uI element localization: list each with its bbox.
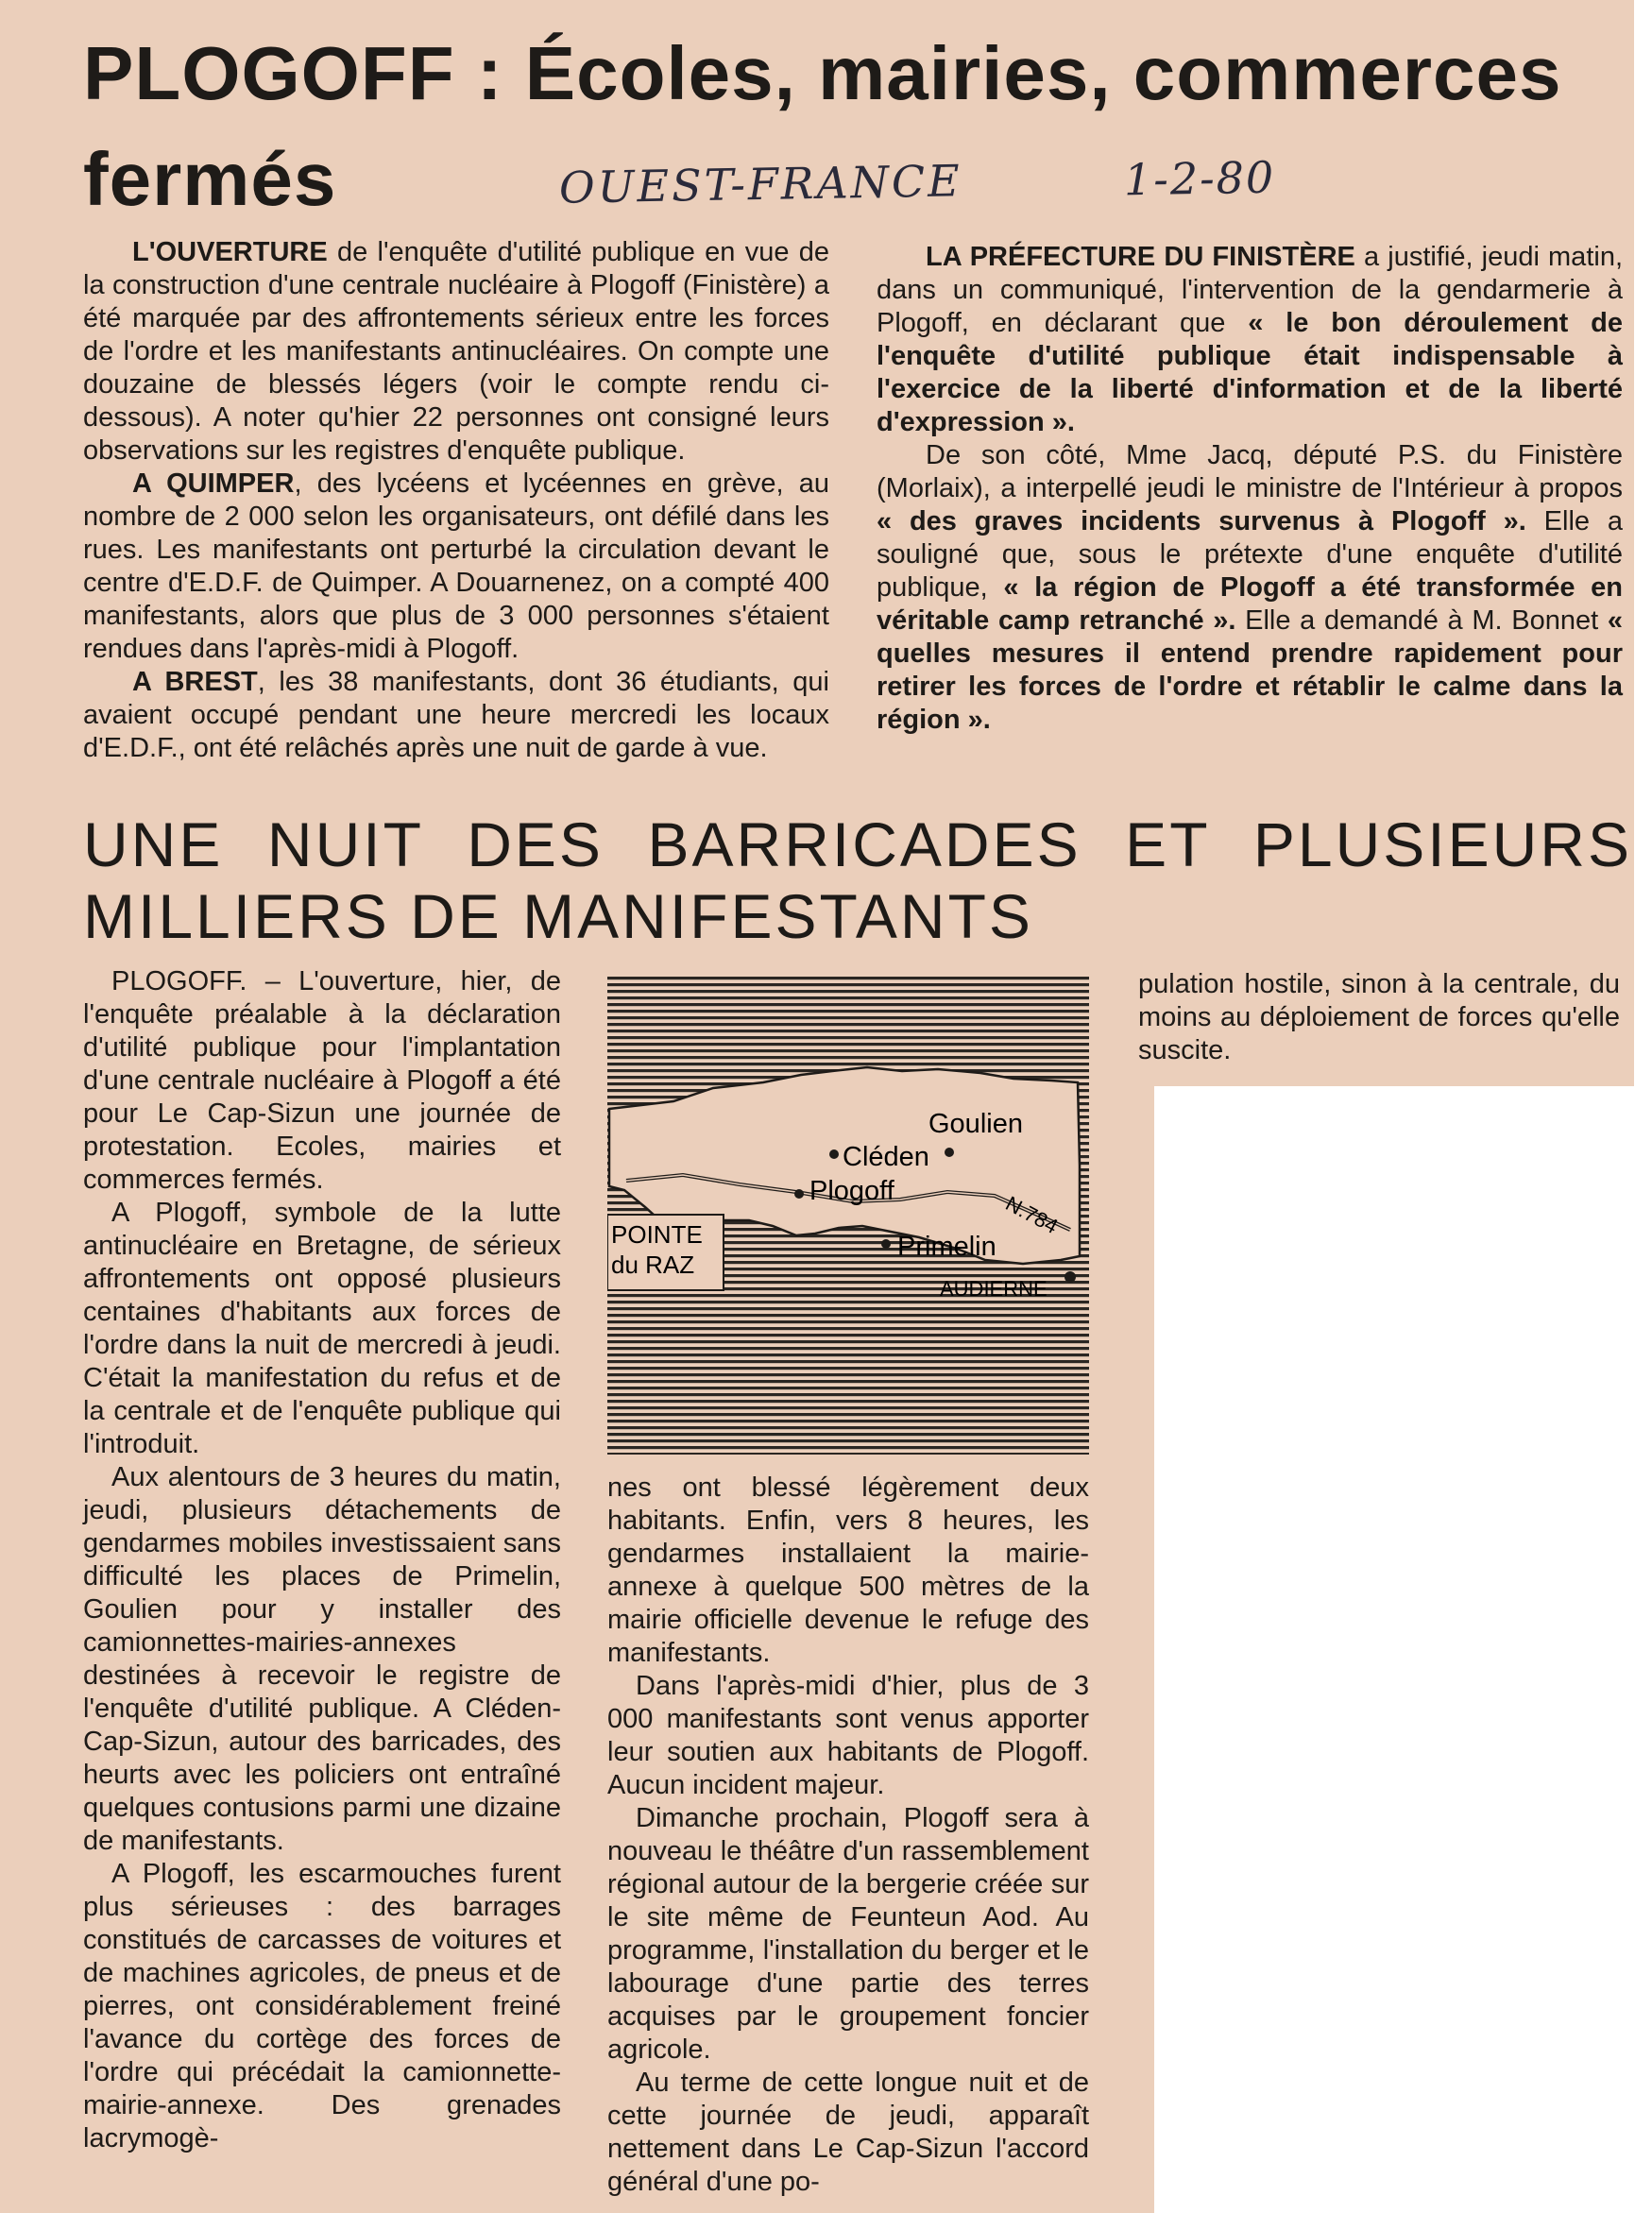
town-marker-primelin: [881, 1239, 891, 1249]
handwritten-date: 1-2-80: [1123, 151, 1276, 206]
town-marker-plogoff: [794, 1189, 804, 1199]
article-column-3: [1138, 968, 1620, 1067]
intro-column-left: [83, 236, 829, 765]
intro-lead: A QUIMPER: [132, 468, 295, 499]
article-paragraph: Dimanche prochain, Plogoff sera à nouveau le théâtre d'un rassemblement régional autour de la bergerie créée sur le site même de Feunteun Aod. Au programme, l'installation du berger et le labourage d'une partie des terres acquises par le groupement foncier agricole.: [607, 1803, 1089, 2065]
place-label-plogoff: Plogoff: [809, 1176, 894, 1206]
article-paragraph: A Plogoff, symbole de la lutte antinucléaire en Bretagne, de sérieux affrontements ont opposé plusieurs centaines d'habitants aux forces de l'ordre dans la nuit de mercredi à jeudi. C'était la manifestation du refus et de la centrale et de l'enquête publique qui l'introduit.: [83, 1198, 561, 1459]
article-column-1: [83, 965, 561, 2155]
article-column-2: [607, 1472, 1089, 2199]
article-paragraph: Dans l'après-midi d'hier, plus de 3 000 manifestants sont venus apporter leur soutien aux habitants de Plogoff. Aucun incident majeur.: [607, 1671, 1089, 1800]
intro-quote: « le bon déroulement de l'enquête d'utilité publique était indispensable à l'exercice de la liberté d'information et de la liberté d'expression ».: [877, 308, 1623, 437]
intro-paragraph: [83, 468, 829, 666]
place-label-goulien: Goulien: [928, 1109, 1023, 1139]
town-marker-cleden: [829, 1149, 839, 1159]
article-paragraph: PLOGOFF. – L'ouverture, hier, de l'enquête préalable à la déclaration d'utilité publique pour l'implantation d'une centrale nucléaire à Plogoff a été pour Le Cap-Sizun une journée de protestation. Ecoles, mairies et commerces fermés.: [83, 966, 561, 1195]
article-paragraph: nes ont blessé légèrement deux habitants. Enfin, vers 8 heures, les gendarmes installaient la mairie-annexe à quelque 500 mètres de la mairie officielle devenue le refuge des manifestants.: [607, 1472, 1089, 1668]
place-label-primelin: Primelin: [897, 1232, 996, 1262]
intro-lead: LA PRÉFECTURE DU FINISTÈRE: [926, 242, 1355, 272]
intro-text: Elle a demandé à M. Bonnet: [1235, 605, 1608, 636]
intro-text: , les 38 manifestants, dont 36 étudiants, qui avaient occupé pendant une heure mercredi les locaux d'E.D.F., ont été relâchés après une nuit de garde à vue.: [83, 667, 829, 763]
intro-quote: « des graves incidents survenus à Plogoff ».: [877, 506, 1526, 536]
road-label-n784: N.784: [1001, 1191, 1063, 1238]
place-label-du-raz: du RAZ: [611, 1251, 695, 1279]
place-label-cleden: Cléden: [843, 1142, 929, 1172]
town-marker-audierne: [1064, 1271, 1076, 1283]
subheadline: UNE NUIT DES BARRICADES ET PLUSIEURS MILLIERS DE MANIFESTANTS: [83, 809, 1632, 951]
intro-text: De son côté, Mme Jacq, député P.S. du Finistère (Morlaix), a interpellé jeudi le ministre de l'Intérieur à propos: [877, 440, 1623, 503]
intro-lead: A BREST: [132, 667, 258, 697]
article-paragraph: A Plogoff, les escarmouches furent plus sérieuses : des barrages constitués de carcasses de voitures et de machines agricoles, de pneus et de pierres, ont considérablement freiné l'avance du cortège des forces de l'ordre qui précédait la camionnette-mairie-annexe. Des grenades lacrymogè-: [83, 1859, 561, 2153]
headline: PLOGOFF : Écoles, mairies, commerces fermés: [83, 31, 1562, 221]
intro-text: Elle a souligné que, sous le prétexte d'une enquête d'utilité publique,: [877, 506, 1623, 603]
article-paragraph: Aux alentours de 3 heures du matin, jeudi, plusieurs détachements de gendarmes mobiles investissaient sans difficulté les places de Primelin, Goulien pour y installer des camionnettes-mairies-annexes destinées à recevoir le registre de l'enquête d'utilité publique. A Cléden-Cap-Sizun, autour des barricades, des heurts avec les policiers ont entraîné quelques contusions parmi une dizaine de manifestants.: [83, 1462, 561, 1856]
place-label-audierne: AUDIERNE: [940, 1277, 1047, 1301]
intro-text: , des lycéens et lycéennes en grève, au nombre de 2 000 selon les organisateurs, ont défilé dans les rues. Les manifestants ont perturbé la circulation devant le centre d'E.D.F. de Quimper. A Douarnenez, on a compté 400 manifestants, alors que plus de 3 000 personnes s'étaient rendues dans l'après-midi à Plogoff.: [83, 468, 829, 664]
intro-text: a justifié, jeudi matin, dans un communiqué, l'intervention de la gendarmerie à Plogoff, en déclarant que: [877, 242, 1623, 338]
article-paragraph: Au terme de cette longue nuit et de cette journée de jeudi, apparaît nettement dans Le Cap-Sizun l'accord général d'une po-: [607, 2068, 1089, 2197]
intro-text: de l'enquête d'utilité publique en vue de la construction d'une centrale nucléaire à Plogoff (Finistère) a été marquée par des affrontements sérieux entre les forces de l'ordre et les manifestants antinucléaires. On compte une douzaine de blessés légers (voir le compte rendu ci-dessous). A noter qu'hier 22 personnes ont consigné leurs observations sur les registres d'enquête publique.: [83, 237, 829, 466]
place-label-pointe: POINTE: [611, 1220, 703, 1249]
cap-sizun-map: [607, 977, 1089, 1455]
intro-lead: L'OUVERTURE: [132, 237, 328, 267]
article-paragraph: pulation hostile, sinon à la centrale, du moins au déploiement de forces qu'elle suscite.: [1138, 969, 1620, 1065]
intro-quote: « quelles mesures il entend prendre rapidement pour retirer les forces de l'ordre et rétablir le calme dans la région ».: [877, 605, 1623, 735]
intro-column-right: [877, 241, 1623, 737]
town-marker-goulien: [945, 1148, 954, 1157]
intro-paragraph: [877, 241, 1623, 439]
intro-paragraph: [83, 666, 829, 765]
intro-paragraph: [877, 439, 1623, 737]
intro-quote: « la région de Plogoff a été transformée en véritable camp retranché ».: [877, 572, 1623, 636]
intro-paragraph: [83, 236, 829, 468]
handwritten-source: OUEST-FRANCE: [558, 155, 963, 213]
